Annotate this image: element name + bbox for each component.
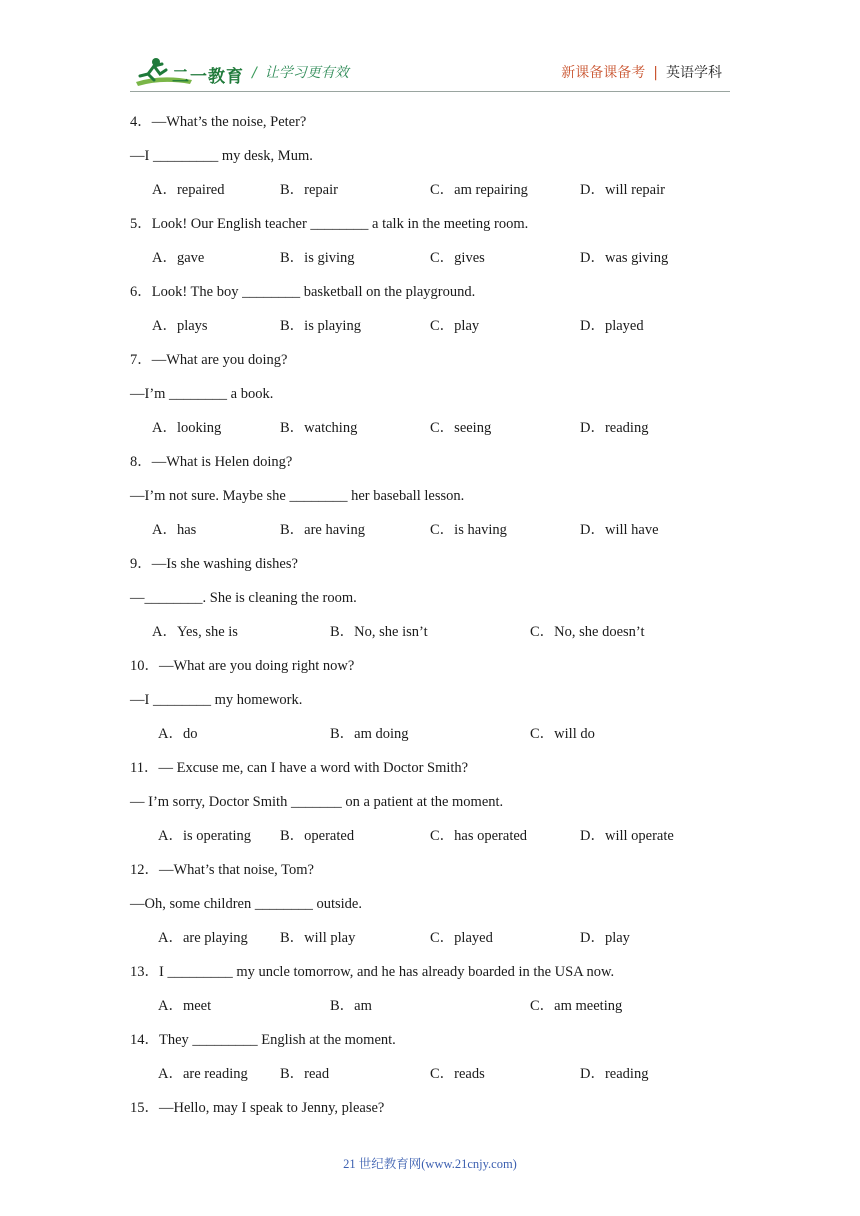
answer-option: B．is giving (280, 250, 355, 266)
option-row (130, 826, 730, 860)
question-dialogue-line: —I ________ my homework. (130, 692, 303, 708)
answer-option: D．reading (580, 420, 649, 436)
question-stem: 9．—Is she washing dishes? (130, 556, 298, 572)
option-row (130, 928, 730, 962)
question-stem: 13．I _________ my uncle tomorrow, and he has already boarded in the USA now. (130, 964, 615, 980)
question-stem: 5．Look! Our English teacher ________ a talk in the meeting room. (130, 216, 529, 232)
question-dialogue-line: — I’m sorry, Doctor Smith _______ on a patient at the moment. (130, 794, 504, 810)
question-list (130, 112, 730, 1132)
option-row (130, 1064, 730, 1098)
question-stem: 11．— Excuse me, can I have a word with Doctor Smith? (130, 760, 469, 776)
question-dialogue-line: —I’m ________ a book. (130, 386, 274, 402)
answer-option: A．gave (152, 250, 205, 266)
answer-option: B．watching (280, 420, 358, 436)
answer-option: A．meet (158, 998, 212, 1014)
answer-option: B．are having (280, 522, 365, 538)
answer-option: C．seeing (430, 420, 492, 436)
question-stem: 6．Look! The boy ________ basketball on the playground. (130, 284, 476, 300)
header-separator: | (653, 65, 658, 81)
answer-option: C．play (430, 318, 480, 334)
question-stem: 12．—What’s that noise, Tom? (130, 862, 314, 878)
answer-option: D．will repair (580, 182, 665, 198)
answer-option: D．will have (580, 522, 659, 538)
answer-option: D．reading (580, 1066, 649, 1082)
answer-option: C．am meeting (530, 998, 623, 1014)
question-dialogue-line: —I _________ my desk, Mum. (130, 148, 313, 164)
answer-option: B．read (280, 1066, 330, 1082)
answer-option: C．No, she doesn’t (530, 624, 645, 640)
answer-option: C．am repairing (430, 182, 528, 198)
question-stem: 15．—Hello, may I speak to Jenny, please? (130, 1100, 385, 1116)
answer-option: A．do (158, 726, 198, 742)
option-row (130, 724, 730, 758)
header-subject: 英语学科 (666, 65, 722, 81)
question-dialogue-line: —________. She is cleaning the room. (130, 590, 357, 606)
answer-option: A．looking (152, 420, 222, 436)
answer-option: C．is having (430, 522, 507, 538)
option-row (130, 316, 730, 350)
header-tag: 新课备课备考 (561, 65, 646, 81)
answer-option: A．Yes, she is (152, 624, 238, 640)
answer-option: A．are playing (158, 930, 248, 946)
question-dialogue-line: —I’m not sure. Maybe she ________ her baseball lesson. (130, 488, 465, 504)
answer-option: B．will play (280, 930, 356, 946)
answer-option: D．played (580, 318, 644, 334)
option-row (130, 996, 730, 1030)
slogan: / 让学习更有效 (252, 65, 349, 81)
answer-option: D．play (580, 930, 630, 946)
answer-option: A．has (152, 522, 197, 538)
question-dialogue-line: —Oh, some children ________ outside. (130, 896, 362, 912)
answer-option: D．will operate (580, 828, 674, 844)
question-stem: 4．—What’s the noise, Peter? (130, 114, 307, 130)
option-row (130, 180, 730, 214)
option-row (130, 248, 730, 282)
answer-option: A．plays (152, 318, 208, 334)
answer-option: A．is operating (158, 828, 252, 844)
answer-option: B．am (330, 998, 372, 1014)
answer-option: C．will do (530, 726, 595, 742)
option-row (130, 520, 730, 554)
answer-option: D．was giving (580, 250, 669, 266)
option-row (130, 418, 730, 452)
answer-option: C．gives (430, 250, 485, 266)
answer-option: C．has operated (430, 828, 528, 844)
answer-option: B．am doing (330, 726, 409, 742)
answer-option: B．is playing (280, 318, 361, 334)
question-stem: 8．—What is Helen doing? (130, 454, 293, 470)
answer-option: B．repair (280, 182, 338, 198)
answer-option: C．reads (430, 1066, 485, 1082)
question-stem: 10．—What are you doing right now? (130, 658, 355, 674)
answer-option: B．operated (280, 828, 355, 844)
answer-option: A．are reading (158, 1066, 248, 1082)
logo-text: 二一教育 (172, 67, 244, 87)
page-header (0, 0, 860, 95)
question-stem: 7．—What are you doing? (130, 352, 288, 368)
answer-option: A．repaired (152, 182, 225, 198)
header-right (561, 62, 722, 82)
page-footer: 21 世纪教育网(www.21cnjy.com) (343, 1157, 517, 1171)
answer-option: B．No, she isn’t (330, 624, 428, 640)
answer-option: C．played (430, 930, 493, 946)
option-row (130, 622, 730, 656)
question-stem: 14．They _________ English at the moment. (130, 1032, 396, 1048)
header-divider (130, 91, 730, 92)
